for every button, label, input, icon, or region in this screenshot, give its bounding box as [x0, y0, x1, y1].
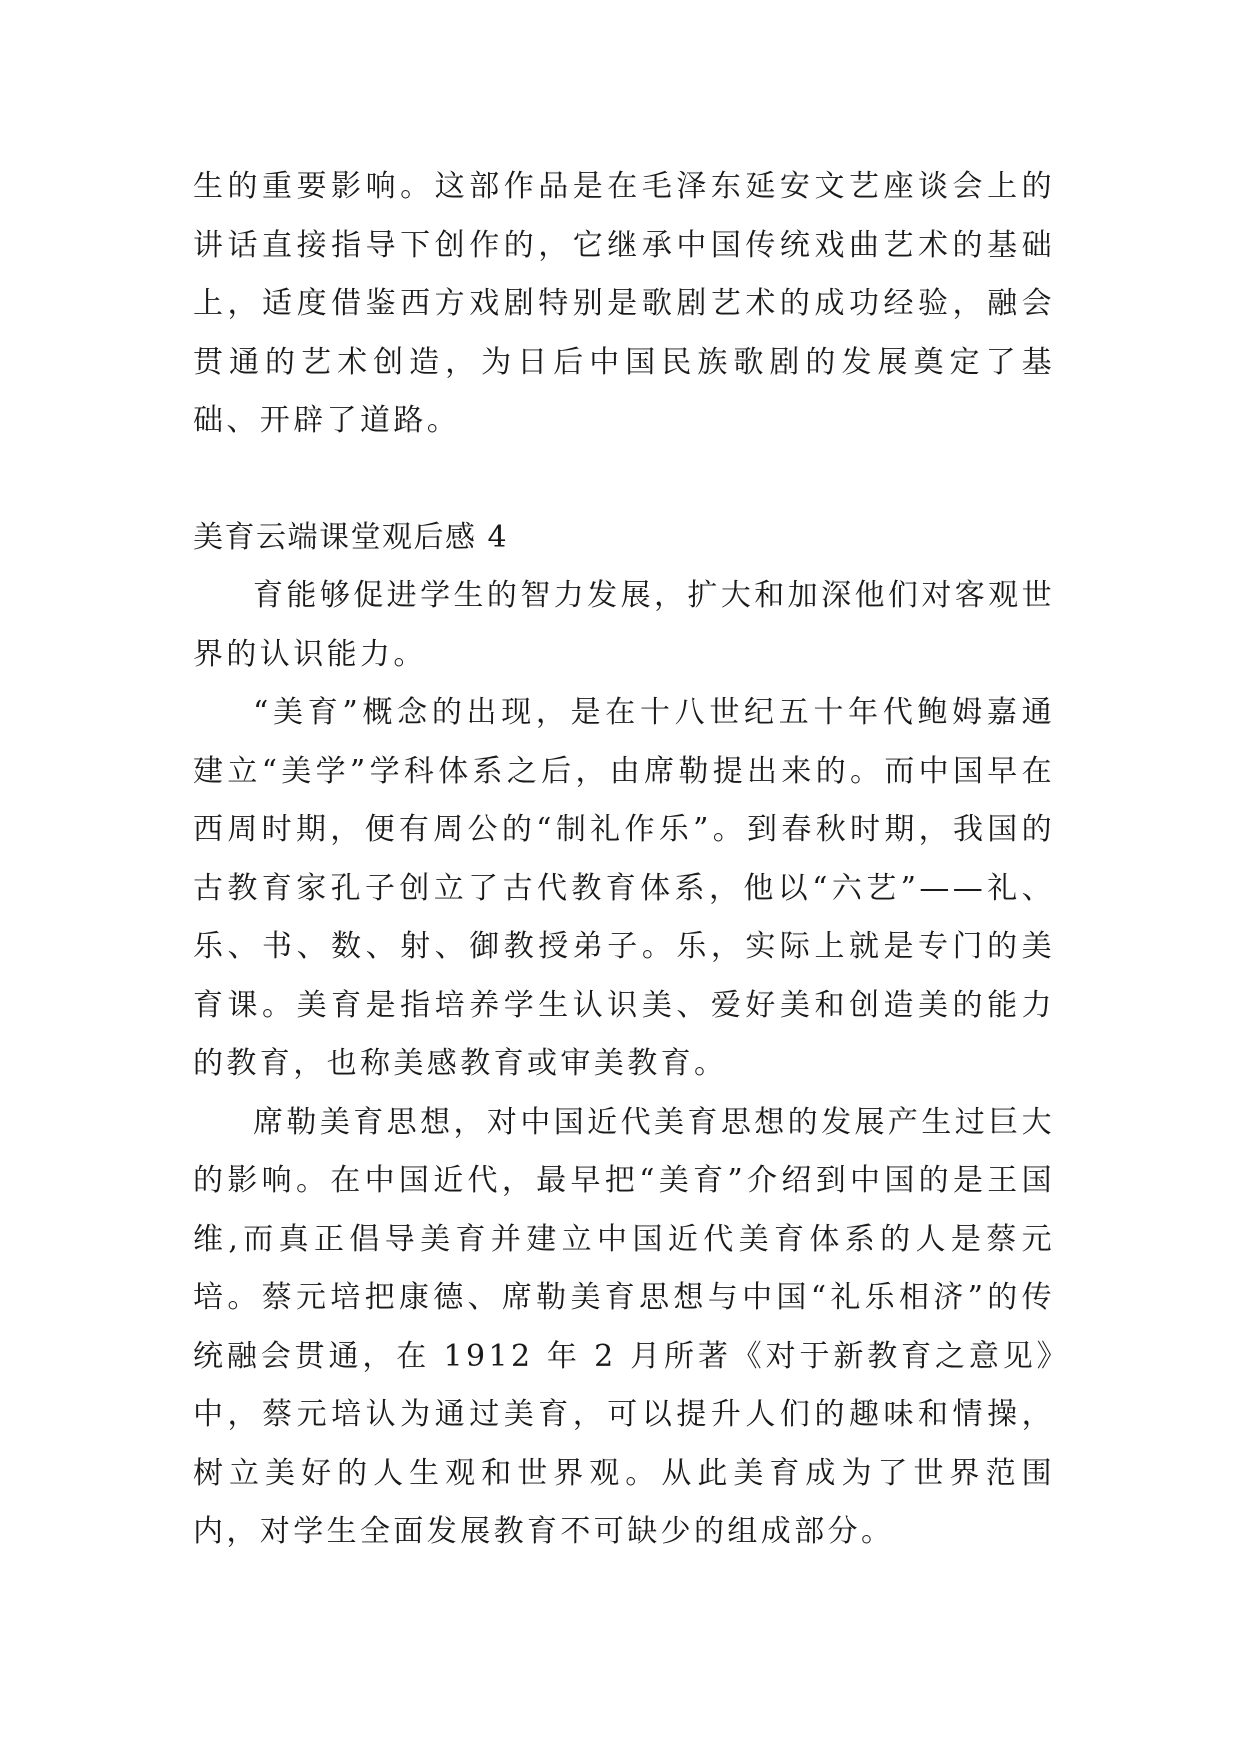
intro-paragraph: 生的重要影响。这部作品是在毛泽东延安文艺座谈会上的讲话直接指导下创作的，它继承中国传统戏曲艺术的基础上，适度借鉴西方戏剧特别是歌剧艺术的成功经验，融会贯通的艺术创造，为日后中国民族歌剧的发展奠定了基础、开辟了道路。 — [193, 169, 1055, 438]
document-body — [193, 158, 1055, 1562]
body-paragraph-3: 席勒美育思想，对中国近代美育思想的发展产生过巨大的影响。在中国近代，最早把“美育”介绍到中国的是王国维,而真正倡导美育并建立中国近代美育体系的人是蔡元培。蔡元培把康德、席勒美育思想与中国“礼乐相济”的传统融会贯通，在 1912 年 2 月所著《对于新教育之意见》中，蔡元培认为通过美育，可以提升人们的趣味和情操，树立美好的人生观和世界观。从此美育成为了世界范围内，对学生全面发展教育不可缺少的组成部分。 — [193, 1104, 1055, 1549]
body-paragraph-2: “美育”概念的出现，是在十八世纪五十年代鲍姆嘉通建立“美学”学科体系之后，由席勒提出来的。而中国早在西周时期，便有周公的“制礼作乐”。到春秋时期，我国的古教育家孔子创立了古代教育体系，他以“六艺”——礼、乐、书、数、射、御教授弟子。乐，实际上就是专门的美育课。美育是指培养学生认识美、爱好美和创造美的能力的教育，也称美感教育或审美教育。 — [193, 695, 1055, 1081]
body-paragraph-1: 育能够促进学生的智力发展，扩大和加深他们对客观世界的认识能力。 — [193, 578, 1055, 672]
section-heading: 美育云端课堂观后感 4 — [193, 519, 509, 555]
